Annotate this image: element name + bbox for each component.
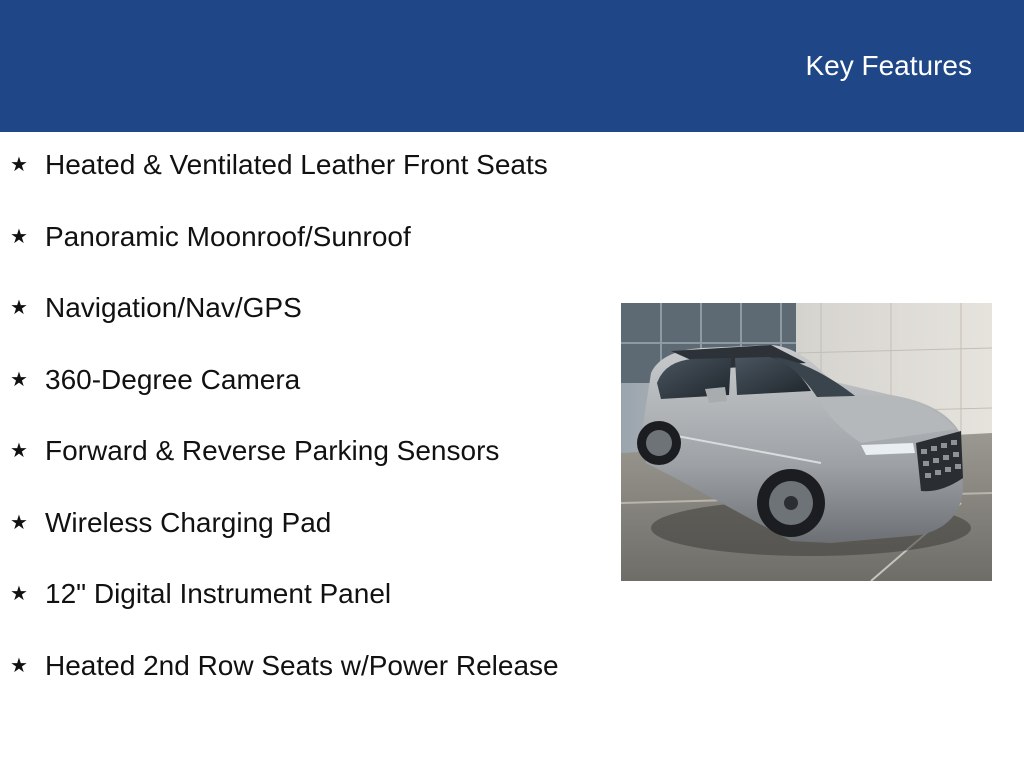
page-title: Key Features: [805, 50, 972, 81]
feature-item: [0, 649, 560, 684]
feature-item: [0, 577, 560, 612]
feature-label: Wireless Charging Pad: [45, 506, 332, 538]
feature-label: Heated 2nd Row Seats w/Power Release: [45, 649, 559, 681]
star-icon: ★: [10, 154, 28, 176]
feature-item: [0, 220, 560, 255]
feature-item: [0, 506, 560, 541]
header-bar: [0, 0, 1024, 132]
star-icon: ★: [10, 225, 28, 248]
star-icon: ★: [10, 368, 28, 391]
star-icon: ★: [10, 583, 28, 605]
feature-label: 12" Digital Instrument Panel: [45, 578, 392, 609]
feature-label: Panoramic Moonroof/Sunroof: [45, 220, 411, 252]
feature-item: [0, 363, 560, 398]
feature-item: [0, 434, 560, 469]
feature-list: [0, 148, 560, 720]
feature-label: Forward & Reverse Parking Sensors: [45, 435, 500, 466]
star-icon: ★: [10, 440, 28, 462]
feature-item: [0, 148, 560, 183]
feature-label: Heated & Ventilated Leather Front Seats: [45, 149, 548, 180]
star-icon: ★: [10, 511, 28, 534]
star-icon: ★: [10, 297, 28, 319]
feature-label: 360-Degree Camera: [45, 363, 301, 395]
feature-label: Navigation/Nav/GPS: [45, 292, 302, 323]
vehicle-image: [621, 303, 992, 581]
star-icon: ★: [10, 654, 28, 677]
vehicle-photo: [621, 303, 992, 581]
feature-item: [0, 291, 560, 326]
